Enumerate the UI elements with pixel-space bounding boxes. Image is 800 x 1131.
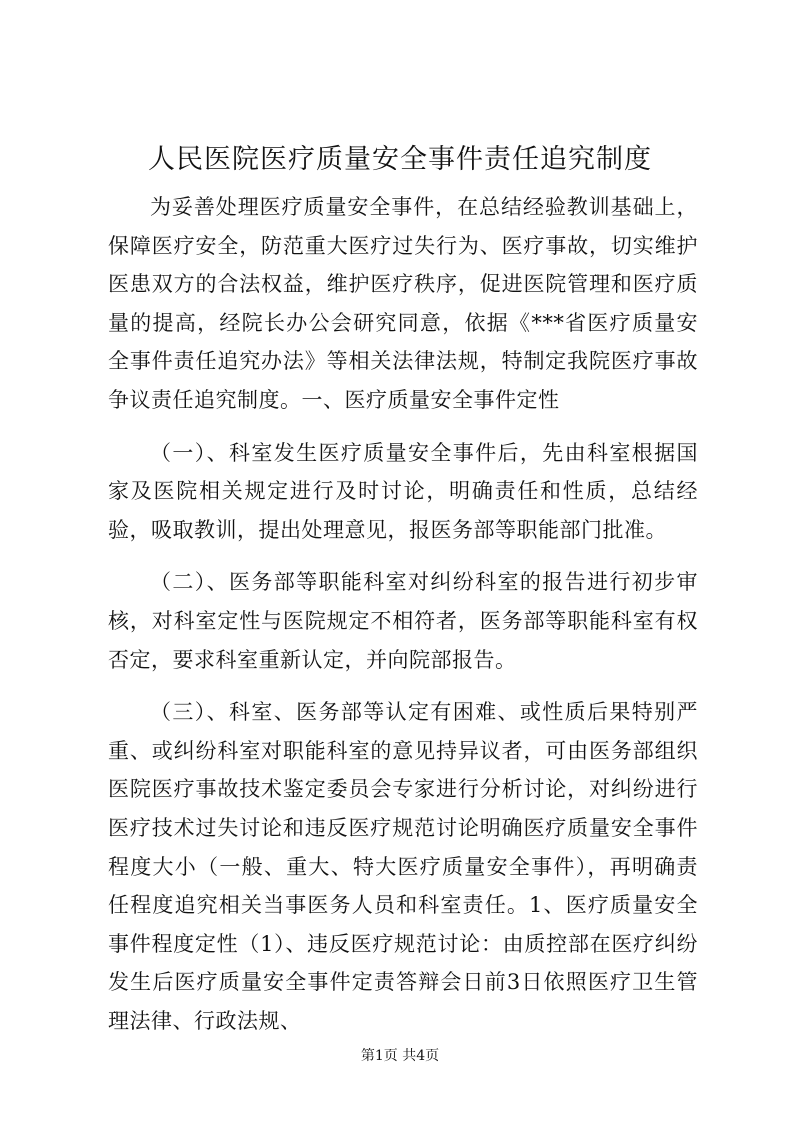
- page-number-footer: 第1页 共4页: [360, 1048, 440, 1064]
- document-title: 人民医院医疗质量安全事件责任追究制度: [148, 144, 652, 175]
- paragraph-item-2: （二）、医务部等职能科室对纠纷科室的报告进行初步审核，对科室定性与医院规定不相符者，医务部等职能科室有权否定，要求科室重新认定，并向院部报告。: [108, 570, 698, 672]
- paragraph-item-1: （一）、科室发生医疗质量安全事件后，先由科室根据国家及医院相关规定进行及时讨论，明确责任和性质，总结经验，吸取教训，提出处理意见，报医务部等职能部门批准。: [108, 440, 698, 542]
- document-body: [108, 188, 698, 1040]
- paragraph-intro: 为妥善处理医疗质量安全事件，在总结经验教训基础上，保障医疗安全，防范重大医疗过失行为、医疗事故，切实维护医患双方的合法权益，维护医疗秩序，促进医院管理和医疗质量的提高，经院长办公会研究同意，依据《***省医疗质量安全事件责任追究办法》等相关法律法规，特制定我院医疗事故争议责任追究制度。一、医疗质量安全事件定性: [108, 195, 698, 412]
- paragraph-item-3: （三）、科室、医务部等认定有困难、或性质后果特别严重、或纠纷科室对职能科室的意见持异议者，可由医务部组织医院医疗事故技术鉴定委员会专家进行分析讨论，对纠纷进行医疗技术过失讨论和违反医疗规范讨论明确医疗质量安全事件程度大小（一般、重大、特大医疗质量安全事件），再明确责任程度追究相关当事医务人员和科室责任。1、医疗质量安全事件程度定性（1）、违反医疗规范讨论：由质控部在医疗纠纷发生后医疗质量安全事件定责答辩会日前3日依照医疗卫生管理法律、行政法规、: [108, 700, 698, 1033]
